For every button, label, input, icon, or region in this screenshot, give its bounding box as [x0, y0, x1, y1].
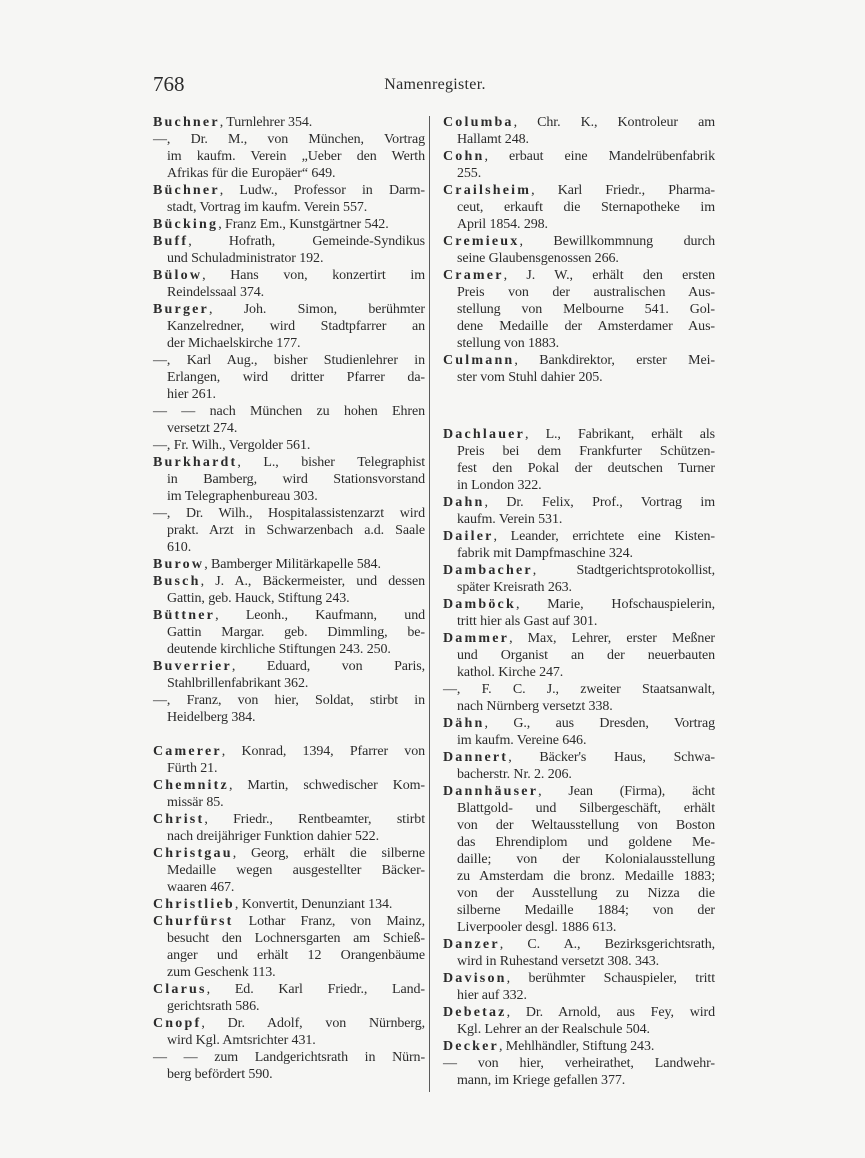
- entry-continuation-line: anger und erhält 12 Orangenbäume: [167, 948, 425, 963]
- entry-text: nach München zu hohen Ehren: [195, 404, 425, 419]
- entry-continuation-line: gerichtsrath 586.: [167, 999, 260, 1014]
- entry-headword: Cremieux: [443, 234, 520, 249]
- index-entry: [443, 596, 715, 630]
- entry-text: , Bäcker's Haus, Schwa-: [508, 750, 715, 765]
- index-entry: [153, 182, 425, 216]
- entry-continuation-line: waaren 467.: [167, 880, 235, 895]
- entry-text: , Joh. Simon, berühmter: [208, 302, 425, 317]
- entry-headword: —: [443, 1056, 457, 1071]
- entry-text: , Turnlehrer 354.: [219, 115, 313, 130]
- index-entry: [443, 562, 715, 596]
- entry-text: , Leonh., Kaufmann, und: [215, 608, 425, 623]
- entry-continuation-line: von der Ausstellung zu Nizza die: [457, 886, 715, 901]
- entry-text: , Karl Aug., bisher Studienlehrer in: [166, 353, 425, 368]
- entry-line: [443, 352, 715, 369]
- entry-line: [153, 896, 425, 913]
- entry-continuation-line: wird Kgl. Amtsrichter 431.: [167, 1033, 316, 1048]
- entry-continuation-line: ceut, erkauft die Sternapotheke im: [457, 200, 715, 215]
- entry-text: , Friedr., Rentbeamter, stirbt: [204, 812, 425, 827]
- entry-continuation-line: seine Glaubensgenossen 266.: [457, 251, 619, 266]
- entry-headword: Christlieb: [153, 897, 235, 912]
- entry-line: [443, 494, 715, 511]
- entry-headword: Churfürst: [153, 914, 234, 929]
- entry-continuation-line: der Michaelskirche 177.: [167, 336, 301, 351]
- entry-continuation-line: und Schuladministrator 192.: [167, 251, 324, 266]
- entry-text: , Dr. M., von München, Vortrag: [166, 132, 425, 147]
- index-entry: [443, 528, 715, 562]
- entry-line: [443, 267, 715, 284]
- entry-headword: Dachlauer: [443, 427, 526, 442]
- entry-line: [153, 454, 425, 471]
- entry-text: , L., Fabrikant, erhält als: [525, 427, 715, 442]
- entry-text: , erbaut eine Mandelrübenfabrik: [484, 149, 715, 164]
- entry-continuation-line: im kaufm. Verein „Ueber den Werth: [167, 149, 425, 164]
- entry-text: , L., bisher Telegraphist: [237, 455, 425, 470]
- entry-text: , Martin, schwedischer Kom-: [228, 778, 425, 793]
- index-entry: [153, 981, 425, 1015]
- entry-continuation-line: Preis von der australischen Aus-: [457, 285, 715, 300]
- entry-text: , C. A., Bezirksgerichtsrath,: [499, 937, 715, 952]
- index-entry: [153, 556, 425, 573]
- index-entry: [153, 777, 425, 811]
- index-entry: [443, 352, 715, 386]
- entry-line: [153, 777, 425, 794]
- entry-continuation-line: Fürth 21.: [167, 761, 218, 776]
- entry-continuation-line: fest den Pokal der deutschen Turner: [457, 461, 715, 476]
- entry-continuation-line: später Kreisrath 263.: [457, 580, 572, 595]
- entry-text: zum Landgerichtsrath in Nürn-: [197, 1050, 426, 1065]
- index-entry: [153, 403, 425, 437]
- entry-continuation-line: deutende kirchliche Stiftungen 243. 250.: [167, 642, 391, 657]
- entry-text: , Franz Em., Kunstgärtner 542.: [218, 217, 389, 232]
- entry-continuation-line: nach Nürnberg versetzt 338.: [457, 699, 613, 714]
- entry-headword: —: [153, 132, 167, 147]
- entry-continuation-line: Reindelssaal 374.: [167, 285, 265, 300]
- entry-line: [153, 403, 425, 420]
- entry-headword: Columba: [443, 115, 514, 130]
- entry-headword: Dannhäuser: [443, 784, 539, 799]
- index-entry: [443, 233, 715, 267]
- entry-text: , Dr. Wilh., Hospitalassistenzarzt wird: [166, 506, 425, 521]
- entry-text: , berühmter Schauspieler, tritt: [506, 971, 715, 986]
- entry-headword: Cramer: [443, 268, 504, 283]
- entry-line: [153, 913, 425, 930]
- entry-headword: Cnopf: [153, 1016, 202, 1031]
- entry-headword: Bücking: [153, 217, 219, 232]
- entry-continuation-line: Erlangen, wird dritter Pfarrer da-: [167, 370, 425, 385]
- entry-text: , Ed. Karl Friedr., Land-: [206, 982, 425, 997]
- entry-line: [443, 1055, 715, 1072]
- entry-line: [153, 556, 425, 573]
- entry-continuation-line: Gattin Margar. geb. Dimmling, be-: [167, 625, 425, 640]
- index-entry: [153, 352, 425, 403]
- entry-line: [443, 970, 715, 987]
- index-entry: [153, 505, 425, 556]
- entry-continuation-line: bacherstr. Nr. 2. 206.: [457, 767, 572, 782]
- entry-text: , Stadtgerichtsprotokollist,: [532, 563, 715, 578]
- entry-continuation-line: hier auf 332.: [457, 988, 527, 1003]
- entry-line: [443, 562, 715, 579]
- entry-line: [443, 233, 715, 250]
- entry-line: [153, 301, 425, 318]
- entry-continuation-line: daille; von der Kolonialausstellung: [457, 852, 715, 867]
- right-column: [443, 114, 715, 1089]
- index-entry: [443, 114, 715, 148]
- entry-line: [153, 216, 425, 233]
- entry-text: , Dr. Adolf, von Nürnberg,: [201, 1016, 425, 1031]
- index-entry: [443, 630, 715, 681]
- entry-line: [153, 845, 425, 862]
- index-entry: [443, 494, 715, 528]
- entry-text: , F. C. J., zweiter Staatsanwalt,: [456, 682, 715, 697]
- entry-line: [443, 528, 715, 545]
- entry-headword: —: [443, 682, 457, 697]
- entry-headword: Dailer: [443, 529, 494, 544]
- entry-continuation-line: von der Weltausstellung von Boston: [457, 818, 715, 833]
- entry-continuation-line: berg befördert 590.: [167, 1067, 273, 1082]
- entry-line: [153, 267, 425, 284]
- entry-line: [443, 148, 715, 165]
- entry-continuation-line: Kgl. Lehrer an der Realschule 504.: [457, 1022, 650, 1037]
- index-entry: [443, 970, 715, 1004]
- index-section: [153, 114, 425, 726]
- entry-headword: Burow: [153, 557, 205, 572]
- entry-line: [443, 1004, 715, 1021]
- entry-text: , Hofrath, Gemeinde-Syndikus: [188, 234, 425, 249]
- entry-line: [443, 681, 715, 698]
- index-entry: [153, 1015, 425, 1049]
- entry-line: [443, 630, 715, 647]
- entry-headword: Debetaz: [443, 1005, 507, 1020]
- index-entry: [153, 743, 425, 777]
- entry-continuation-line: Preis bei dem Frankfurter Schützen-: [457, 444, 715, 459]
- entry-continuation-line: silberne Medaille 1884; von der: [457, 903, 715, 918]
- index-entry: [443, 715, 715, 749]
- entry-line: [153, 182, 425, 199]
- index-section: [443, 114, 715, 386]
- index-entry: [443, 749, 715, 783]
- index-section: [153, 743, 425, 1083]
- entry-headword: — —: [153, 1050, 198, 1065]
- entry-continuation-line: in London 322.: [457, 478, 542, 493]
- entry-line: [153, 607, 425, 624]
- entry-headword: Burger: [153, 302, 209, 317]
- entry-line: [443, 936, 715, 953]
- entry-line: [153, 811, 425, 828]
- entry-text: Lothar Franz, von Mainz,: [233, 914, 425, 929]
- entry-text: , Franz, von hier, Soldat, stirbt in: [166, 693, 425, 708]
- entry-continuation-line: Heidelberg 384.: [167, 710, 256, 725]
- entry-text: , Chr. K., Kontroleur am: [513, 115, 715, 130]
- index-entry: [153, 845, 425, 896]
- entry-continuation-line: hier 261.: [167, 387, 216, 402]
- entry-text: , J. A., Bäckermeister, und dessen: [200, 574, 425, 589]
- index-entry: [443, 182, 715, 233]
- entry-continuation-line: 610.: [167, 540, 192, 555]
- entry-text: , Eduard, von Paris,: [231, 659, 425, 674]
- entry-line: [153, 981, 425, 998]
- index-entry: [153, 301, 425, 352]
- entry-text: , Hans von, konzertirt im: [202, 268, 425, 283]
- entry-line: [153, 233, 425, 250]
- entry-headword: Dannert: [443, 750, 509, 765]
- index-entry: [153, 233, 425, 267]
- entry-line: [153, 1015, 425, 1032]
- index-entry: [443, 1055, 715, 1089]
- index-entry: [153, 607, 425, 658]
- entry-line: [153, 131, 425, 148]
- index-entry: [153, 658, 425, 692]
- entry-continuation-line: stadt, Vortrag im kaufm. Verein 557.: [167, 200, 368, 215]
- entry-line: [153, 114, 425, 131]
- entry-continuation-line: tritt hier als Gast auf 301.: [457, 614, 598, 629]
- entry-headword: — —: [153, 404, 196, 419]
- entry-line: [153, 743, 425, 760]
- entry-line: [153, 573, 425, 590]
- entry-continuation-line: fabrik mit Dampfmaschine 324.: [457, 546, 633, 561]
- index-entry: [153, 913, 425, 981]
- entry-headword: Buverrier: [153, 659, 232, 674]
- entry-line: [443, 783, 715, 800]
- running-title: Namenregister.: [384, 76, 486, 93]
- entry-continuation-line: 255.: [457, 166, 482, 181]
- page-number: 768: [153, 72, 185, 96]
- entry-continuation-line: April 1854. 298.: [457, 217, 548, 232]
- entry-line: [153, 437, 425, 454]
- entry-headword: —: [153, 353, 167, 368]
- entry-headword: Culmann: [443, 353, 515, 368]
- entry-continuation-line: das Ehrendiplom und goldene Me-: [457, 835, 715, 850]
- entry-continuation-line: Gattin, geb. Hauck, Stiftung 243.: [167, 591, 350, 606]
- entry-continuation-line: Medaille wegen ausgestellter Bäcker-: [167, 863, 425, 878]
- entry-continuation-line: Afrikas für die Europäer“ 649.: [167, 166, 336, 181]
- entry-continuation-line: im kaufm. Vereine 646.: [457, 733, 587, 748]
- entry-headword: Davison: [443, 971, 507, 986]
- entry-continuation-line: im Telegraphenbureau 303.: [167, 489, 318, 504]
- entry-headword: Cohn: [443, 149, 485, 164]
- index-entry: [153, 131, 425, 182]
- entry-line: [443, 596, 715, 613]
- entry-headword: Decker: [443, 1039, 499, 1054]
- index-entry: [153, 811, 425, 845]
- entry-headword: Christ: [153, 812, 205, 827]
- entry-headword: Dambacher: [443, 563, 533, 578]
- entry-text: von hier, verheirathet, Landwehr-: [456, 1056, 715, 1071]
- entry-headword: Christgau: [153, 846, 233, 861]
- entry-headword: Burkhardt: [153, 455, 238, 470]
- entry-continuation-line: zu Amsterdam die bronz. Medaille 1883;: [457, 869, 715, 884]
- entry-headword: Dahn: [443, 495, 485, 510]
- entry-headword: Buchner: [153, 115, 220, 130]
- entry-continuation-line: nach dreijähriger Funktion dahier 522.: [167, 829, 379, 844]
- entry-text: , Bewillkommnung durch: [519, 234, 715, 249]
- entry-continuation-line: dene Medaille der Amsterdamer Aus-: [457, 319, 715, 334]
- entry-headword: Camerer: [153, 744, 222, 759]
- entry-continuation-line: zum Geschenk 113.: [167, 965, 276, 980]
- entry-continuation-line: stellung von Melbourne 541. Gol-: [457, 302, 715, 317]
- entry-text: , Bankdirektor, erster Mei-: [514, 353, 715, 368]
- index-entry: [153, 454, 425, 505]
- entry-text: , Dr. Felix, Prof., Vortrag im: [484, 495, 715, 510]
- entry-text: , Ludw., Professor in Darm-: [219, 183, 425, 198]
- entry-continuation-line: Kanzelredner, wird Stadtpfarrer an: [167, 319, 425, 334]
- entry-line: [153, 658, 425, 675]
- index-entry: [443, 148, 715, 182]
- index-entry: [153, 896, 425, 913]
- entry-continuation-line: und Organist an der neuerbauten: [457, 648, 715, 663]
- index-entry: [443, 681, 715, 715]
- entry-line: [443, 182, 715, 199]
- entry-continuation-line: Hallamt 248.: [457, 132, 529, 147]
- entry-line: [443, 114, 715, 131]
- entry-headword: —: [153, 693, 167, 708]
- entry-line: [153, 1049, 425, 1066]
- entry-continuation-line: kathol. Kirche 247.: [457, 665, 564, 680]
- entry-text: , Georg, erhält die silberne: [232, 846, 425, 861]
- entry-continuation-line: in Bamberg, wird Stationsvorstand: [167, 472, 425, 487]
- column-divider: [429, 116, 430, 1092]
- index-entry: [153, 692, 425, 726]
- index-entry: [443, 783, 715, 936]
- entry-text: , Bamberger Militärkapelle 584.: [204, 557, 381, 572]
- entry-headword: Buff: [153, 234, 189, 249]
- index-entry: [153, 267, 425, 301]
- entry-headword: Clarus: [153, 982, 207, 997]
- entry-headword: Busch: [153, 574, 201, 589]
- entry-continuation-line: stellung von 1883.: [457, 336, 560, 351]
- index-entry: [153, 573, 425, 607]
- entry-text: , Konvertit, Denunziant 134.: [234, 897, 393, 912]
- entry-continuation-line: besucht den Lochnersgarten am Schieß-: [167, 931, 425, 946]
- entry-text: , Mehlhändler, Stiftung 243.: [498, 1039, 655, 1054]
- entry-headword: Chemnitz: [153, 778, 229, 793]
- entry-continuation-line: Stahlbrillenfabrikant 362.: [167, 676, 309, 691]
- entry-headword: Büttner: [153, 608, 216, 623]
- entry-text: , Leander, errichtete eine Kisten-: [493, 529, 715, 544]
- entry-continuation-line: Liverpooler desgl. 1886 613.: [457, 920, 617, 935]
- entry-text: , Marie, Hofschauspielerin,: [515, 597, 715, 612]
- entry-line: [153, 352, 425, 369]
- index-entry: [443, 1038, 715, 1055]
- entry-headword: Bülow: [153, 268, 203, 283]
- entry-line: [443, 426, 715, 443]
- entry-headword: Dammer: [443, 631, 510, 646]
- index-entry: [153, 437, 425, 454]
- index-entry: [443, 936, 715, 970]
- index-entry: [153, 216, 425, 233]
- entry-continuation-line: kaufm. Verein 531.: [457, 512, 563, 527]
- index-entry: [153, 114, 425, 131]
- entry-line: [153, 692, 425, 709]
- entry-continuation-line: Blattgold- und Silbergeschäft, erhält: [457, 801, 715, 816]
- entry-text: , Fr. Wilh., Vergolder 561.: [166, 438, 311, 453]
- entry-text: , Jean (Firma), ächt: [538, 784, 715, 799]
- entry-continuation-line: prakt. Arzt in Schwarzenbach a.d. Saale: [167, 523, 425, 538]
- index-entry: [443, 267, 715, 352]
- entry-text: , Max, Lehrer, erster Meßner: [509, 631, 715, 646]
- entry-headword: Crailsheim: [443, 183, 532, 198]
- entry-continuation-line: wird in Ruhestand versetzt 308. 343.: [457, 954, 660, 969]
- entry-headword: Büchner: [153, 183, 220, 198]
- entry-continuation-line: missär 85.: [167, 795, 224, 810]
- entry-text: , J. W., erhält den ersten: [503, 268, 715, 283]
- entry-line: [443, 749, 715, 766]
- entry-continuation-line: versetzt 274.: [167, 421, 238, 436]
- entry-line: [153, 505, 425, 522]
- left-column: [153, 114, 425, 1083]
- index-entry: [153, 1049, 425, 1083]
- entry-headword: Danzer: [443, 937, 500, 952]
- entry-headword: —: [153, 506, 167, 521]
- entry-text: , G., aus Dresden, Vortrag: [484, 716, 715, 731]
- entry-headword: —: [153, 438, 167, 453]
- entry-line: [443, 715, 715, 732]
- entry-headword: Dähn: [443, 716, 485, 731]
- index-section: [443, 426, 715, 1089]
- entry-text: , Konrad, 1394, Pfarrer von: [221, 744, 425, 759]
- entry-continuation-line: mann, im Kriege gefallen 377.: [457, 1073, 626, 1088]
- entry-text: , Karl Friedr., Pharma-: [531, 183, 715, 198]
- entry-continuation-line: ster vom Stuhl dahier 205.: [457, 370, 603, 385]
- entry-headword: Damböck: [443, 597, 516, 612]
- index-entry: [443, 1004, 715, 1038]
- entry-line: [443, 1038, 715, 1055]
- index-entry: [443, 426, 715, 494]
- entry-text: , Dr. Arnold, aus Fey, wird: [506, 1005, 715, 1020]
